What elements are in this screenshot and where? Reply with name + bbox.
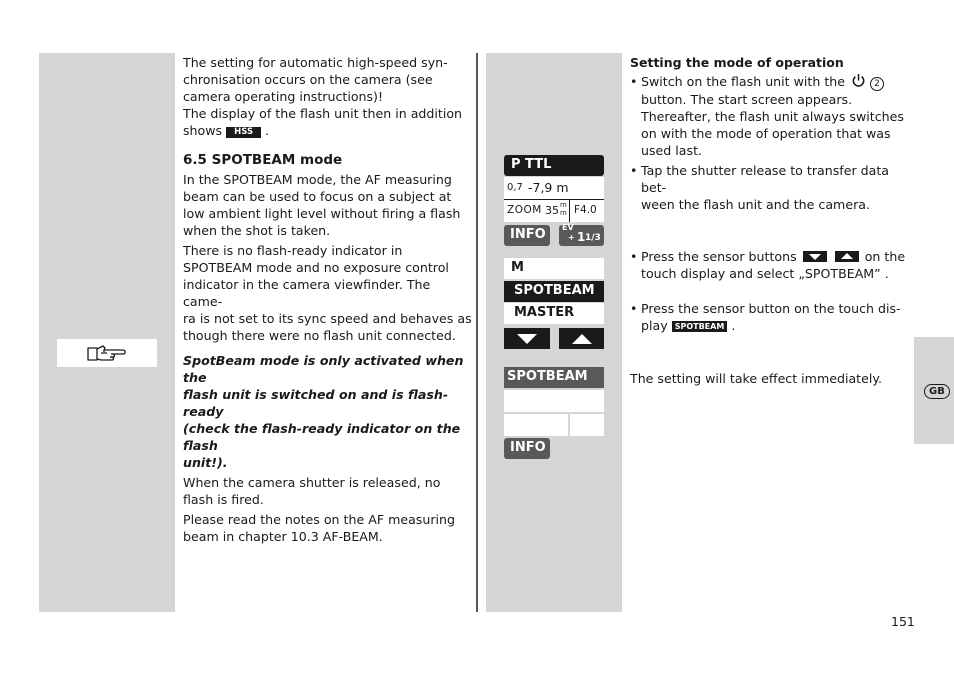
display-empty-row <box>504 390 604 412</box>
hss-badge: HSS <box>226 127 261 138</box>
note-icon-box <box>57 339 157 367</box>
paragraph-spotbeam-intro: In the SPOTBEAM mode, the AF measuring beam can be used to focus on a subject at low ambient light level without firing a flash when the shot is taken. <box>183 172 461 238</box>
left-text-column <box>183 54 473 548</box>
down-sensor-button-icon <box>803 251 827 262</box>
display-line: The display of the flash unit then in addition <box>183 106 463 121</box>
power-icon <box>851 73 866 88</box>
intro-paragraph <box>183 54 473 139</box>
down-arrow-icon <box>517 334 537 344</box>
paragraph-no-indicator: There is no flash-ready indicator in SPOTBEAM mode and no exposure control indicator in the camera viewfinder. The came- ra is not set to its sync speed and behaves as though there were no flash unit connected. <box>183 243 472 343</box>
down-arrow-button[interactable] <box>504 328 550 349</box>
up-arrow-icon <box>572 334 592 344</box>
display-zoom-row: ZOOM 35 m m F4.0 <box>504 200 604 222</box>
right-heading: Setting the mode of operation <box>630 55 844 70</box>
menu-item-master[interactable]: MASTER <box>504 303 604 324</box>
info-button-2[interactable]: INFO <box>504 438 550 459</box>
left-margin-panel <box>39 53 175 612</box>
spotbeam-badge: SPOTBEAM <box>672 321 728 332</box>
display-range-row: 0,7 -7,9 m <box>504 177 604 200</box>
ev-button[interactable]: EV + 1 1/3 <box>559 225 604 246</box>
menu-item-spotbeam[interactable]: SPOTBEAM <box>504 281 604 302</box>
column-divider <box>476 53 478 612</box>
step-shutter: • Tap the shutter release to transfer data bet- ween the flash unit and the camera. <box>630 162 912 213</box>
pointing-hand-icon <box>57 339 157 367</box>
menu-title-row: M <box>504 258 604 279</box>
display-empty-cell-right <box>570 414 604 436</box>
zoom-divider <box>569 200 570 222</box>
step-switch-on: • Switch on the flash unit with the 2 button. The start screen appears. Thereafter, the flash unit always switches on with the mode of operation that was used last. <box>630 73 912 159</box>
note-text: SpotBeam mode is only activated when the flash unit is switched on and is flash-ready (check the flash-ready indicator on the flash unit!). <box>183 353 464 470</box>
step-select-spotbeam: • Press the sensor buttons on the touch display and select „SPOTBEAM” . <box>630 248 912 282</box>
right-text-column <box>630 54 912 387</box>
up-arrow-button[interactable] <box>559 328 604 349</box>
spotbeam-status-bar: SPOTBEAM <box>504 367 604 388</box>
step-press-spotbeam: • Press the sensor button on the touch dis- play SPOTBEAM . <box>630 300 912 334</box>
section-title: 6.5 SPOTBEAM mode <box>183 152 343 168</box>
page-number: 151 <box>891 614 915 629</box>
info-button[interactable]: INFO <box>504 225 550 246</box>
intro-line: chronisation occurs on the camera (see <box>183 72 433 87</box>
intro-line: The setting for automatic high-speed syn- <box>183 55 448 70</box>
circled-number-icon: 2 <box>870 77 884 91</box>
result-text: The setting will take effect immediately. <box>630 371 883 386</box>
paragraph-af-beam: Please read the notes on the AF measuring beam in chapter 10.3 AF-BEAM. <box>183 512 455 544</box>
paragraph-no-flash: When the camera shutter is released, no flash is fired. <box>183 475 441 507</box>
language-badge: GB <box>924 382 950 399</box>
up-sensor-button-icon <box>835 251 859 262</box>
display-line-hss: shows HSS . <box>183 123 270 138</box>
display-empty-cell-left <box>504 414 568 436</box>
intro-line: camera operating instructions)! <box>183 89 384 104</box>
display-mode-bar: P TTL <box>504 155 604 176</box>
